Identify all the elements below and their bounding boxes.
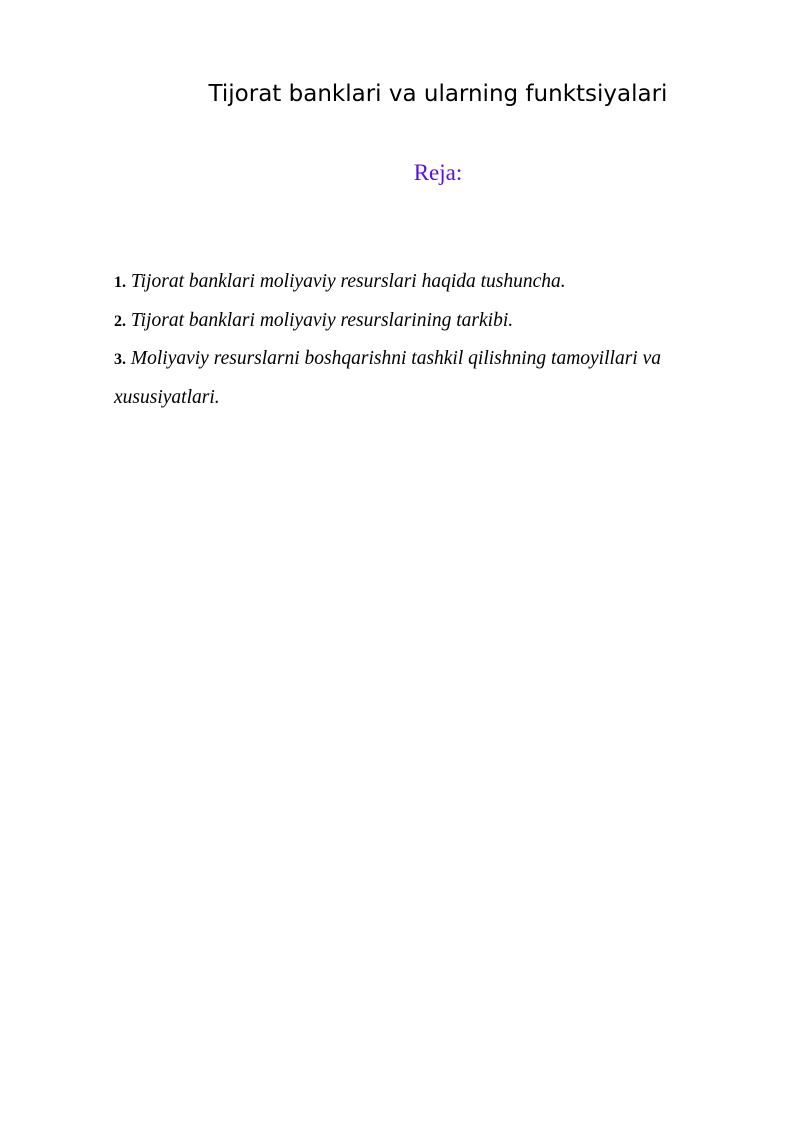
plan-item-text: Tijorat banklari moliyaviy resurslarining tarkibi.	[130, 309, 514, 331]
plan-item-number: 1.	[114, 274, 126, 291]
plan-item-text: Tijorat banklari moliyaviy resurslari haqida tushuncha.	[130, 271, 566, 292]
plan-item	[114, 340, 734, 416]
plan-item	[114, 302, 734, 341]
plan-item	[114, 263, 734, 302]
plan-heading: Reja:	[413, 160, 463, 185]
plan-list	[114, 263, 734, 416]
plan-item-text: Moliyaviy resurslarni boshqarishni tashkil qilishning tamoyillari va xususiyatlari.	[114, 348, 661, 408]
plan-item-number: 3.	[114, 351, 126, 368]
plan-item-number: 2.	[114, 312, 126, 330]
document-title: Tijorat banklari va ularning funktsiyalari	[208, 81, 668, 107]
